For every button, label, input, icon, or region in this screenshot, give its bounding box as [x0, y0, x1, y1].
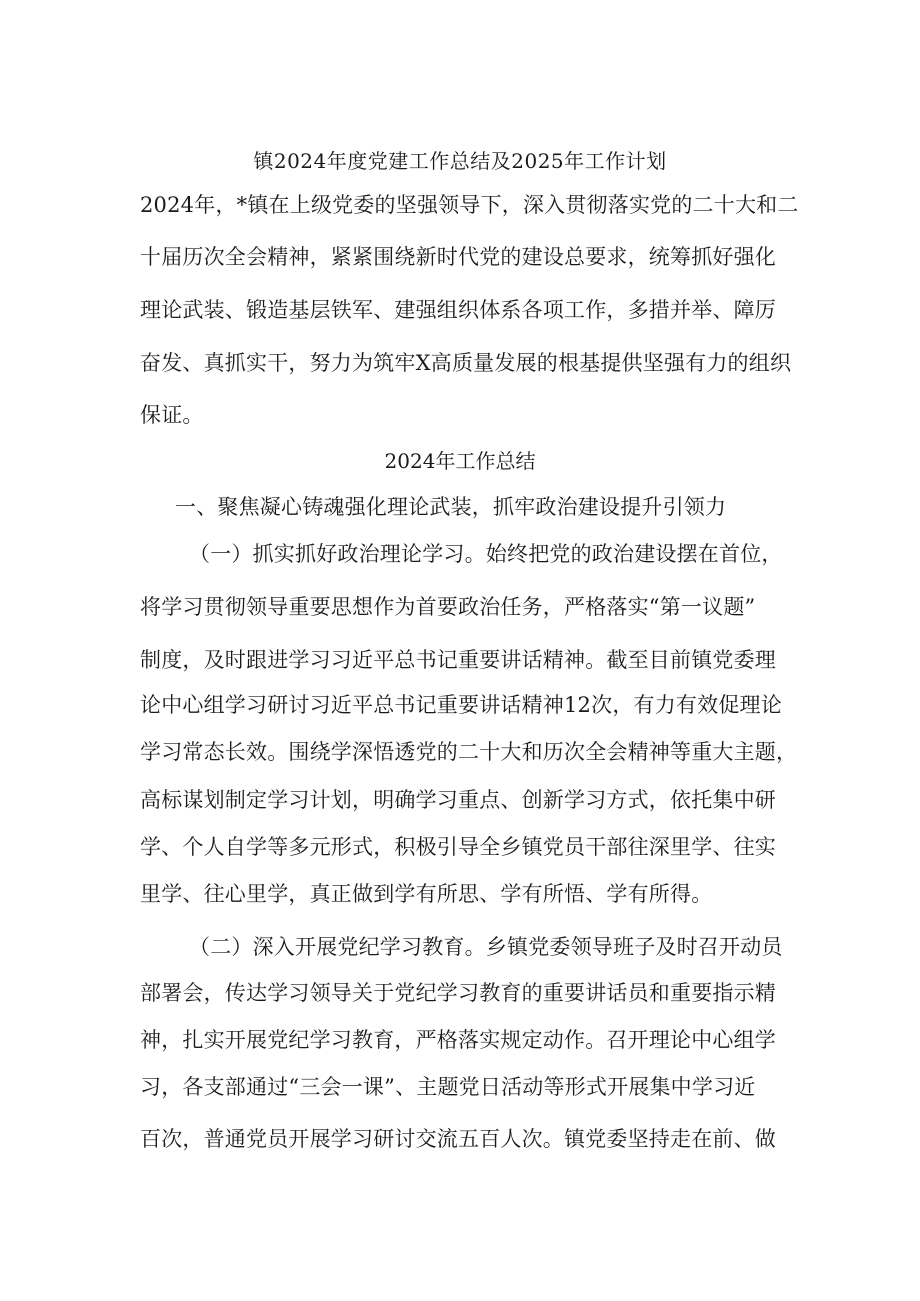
paragraph-line: 百次，普通党员开展学习研讨交流五百人次。镇党委坚持走在前、做	[140, 1127, 776, 1151]
paragraph-line: 学习常态长效。围绕学深悟透党的二十大和历次全会精神等重大主题，	[140, 740, 798, 764]
paragraph-line: 部署会，传达学习领导关于党纪学习教育的重要讲话员和重要指示精	[140, 981, 776, 1005]
section-heading: 一、聚焦凝心铸魂强化理论武装，抓牢政治建设提升引领力	[175, 495, 727, 519]
intro-line: 奋发、真抓实干，努力为筑牢X高质量发展的根基提供坚强有力的组织	[140, 351, 792, 375]
intro-line: 保证。	[140, 403, 204, 427]
intro-line: 十届历次全会精神，紧紧围绕新时代党的建设总要求，统筹抓好强化	[140, 245, 776, 269]
paragraph-line: 高标谋划制定学习计划，明确学习重点、创新学习方式，依托集中研	[140, 788, 776, 812]
paragraph-line: 习，各支部通过“三会一课”、主题党日活动等形式开展集中学习近	[140, 1075, 756, 1099]
section-title: 2024年工作总结	[384, 449, 536, 473]
paragraph-line: 制度，及时跟进学习习近平总书记重要讲话精神。截至目前镇党委理	[140, 648, 776, 672]
paragraph-line: 将学习贯彻领导重要思想作为首要政治任务，严格落实“第一议题”	[140, 595, 756, 619]
paragraph-line: 里学、往心里学，真正做到学有所思、学有所悟、学有所得。	[140, 882, 713, 906]
intro-line: 理论武装、锻造基层铁军、建强组织体系各项工作，多措并举、障厉	[140, 298, 776, 322]
paragraph-line: （一）抓实抓好政治理论学习。始终把党的政治建设摆在首位，	[189, 542, 783, 566]
intro-line: 2024年，*镇在上级党委的坚强领导下，深入贯彻落实党的二十大和二	[140, 193, 799, 217]
paragraph-line: （二）深入开展党纪学习教育。乡镇党委领导班子及时召开动员	[189, 935, 783, 959]
document-title: 镇2024年度党建工作总结及2025年工作计划	[253, 149, 667, 173]
paragraph-line: 神，扎实开展党纪学习教育，严格落实规定动作。召开理论中心组学	[140, 1028, 776, 1052]
paragraph-line: 学、个人自学等多元形式，积极引导全乡镇党员干部往深里学、往实	[140, 835, 776, 859]
paragraph-line: 论中心组学习研讨习近平总书记重要讲话精神12次，有力有效促理论	[140, 693, 782, 717]
